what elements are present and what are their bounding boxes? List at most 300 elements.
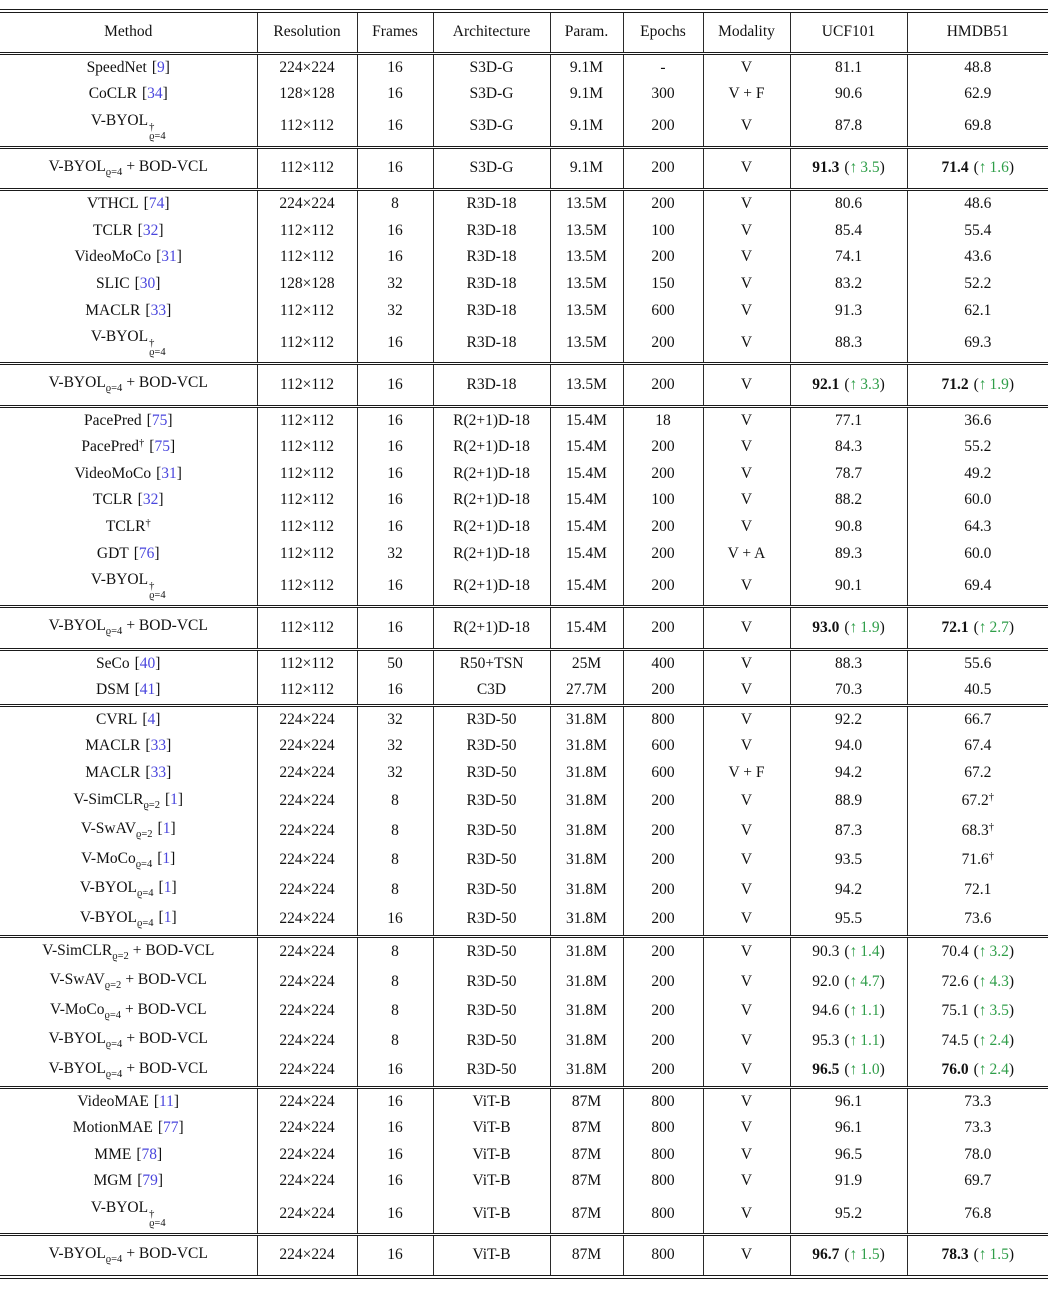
cell-hmdb51: 60.0 [907,541,1048,568]
bracket-close: ] [178,1119,184,1137]
paren-close: ) [1008,1246,1015,1264]
citation-number[interactable]: 34 [147,85,163,103]
cell-param: 31.8M [550,967,623,997]
bracket-close: ] [164,195,170,213]
citation-number[interactable]: 40 [139,654,156,672]
cell-epochs: 200 [623,108,703,147]
citation [156,248,182,265]
table-row [0,567,1048,606]
sup-sub-stack [149,121,166,142]
cell-param: 15.4M [550,567,623,606]
paren-open: ( [973,159,979,177]
cell-resolution: 112×112 [257,147,357,190]
paren-open: ( [844,1031,850,1049]
up-arrow-icon: ↑ [978,1061,987,1079]
cell-param: 15.4M [550,607,623,650]
up-arrow-icon: ↑ [978,943,987,961]
cell-param: 31.8M [550,846,623,876]
cell-hmdb51: 72.1 [907,875,1048,905]
cell-resolution: 112×112 [257,677,357,705]
cell-resolution: 224×224 [257,875,357,905]
bracket-open: [ [145,737,151,755]
citation [135,275,161,292]
bracket-open: [ [158,879,164,897]
cell-epochs: 200 [623,364,703,407]
cell-method [0,649,257,677]
paren-close: ) [879,618,885,636]
paren-open: ( [844,159,850,177]
citation [142,85,168,102]
bracket-open: [ [134,681,140,699]
column-header-epochs: Epochs [623,11,703,53]
cell-epochs: 800 [623,1195,703,1234]
dagger-mark: † [988,792,994,804]
cell-resolution: 112×112 [257,324,357,363]
gain [979,1061,1009,1078]
cell-modality: V [703,434,790,461]
table-row [0,846,1048,876]
bracket-close: ] [176,248,182,266]
citation [159,909,177,926]
citation-number[interactable]: 78 [141,1145,158,1163]
up-arrow-icon: ↑ [849,618,858,636]
gain [979,376,1009,393]
cell-method [0,406,257,434]
cell-param: 87M [550,1195,623,1234]
citation-number[interactable]: 30 [139,275,156,292]
cell-param: 31.8M [550,1056,623,1087]
cell-hmdb51 [907,967,1048,997]
cell-method [0,677,257,705]
cell-modality: V [703,607,790,650]
column-header-resolution: Resolution [257,11,357,53]
cell-ucf101: 87.8 [790,108,907,147]
bod-vcl-suffix: + BOD-VCL [126,374,208,392]
method-name: MACLR [85,301,141,319]
cell-modality: V [703,298,790,325]
cell-param: 31.8M [550,787,623,817]
cell-hmdb51: 48.8 [907,53,1048,81]
cell-hmdb51 [907,607,1048,650]
citation-number[interactable]: 1 [162,849,171,867]
cell-param: 13.5M [550,218,623,245]
table-row [0,936,1048,967]
cell-frames: 16 [357,1168,433,1195]
citation-number[interactable]: 33 [150,301,167,319]
cell-architecture: R3D-18 [433,218,550,245]
gain [850,1061,880,1078]
citation-number[interactable]: 74 [148,195,165,213]
cell-epochs: 800 [623,1142,703,1169]
cell-param: 15.4M [550,406,623,434]
cell-architecture: R3D-50 [433,997,550,1027]
cell-frames: 16 [357,108,433,147]
bracket-open: [ [151,58,157,76]
paren-close: ) [1008,159,1015,177]
cell-method [0,760,257,787]
method-name: TCLR [93,491,133,509]
up-arrow-icon: ↑ [978,375,987,393]
cell-modality: V [703,190,790,218]
cell-resolution: 224×224 [257,1195,357,1234]
citation-number[interactable]: 1 [162,820,171,838]
bod-vcl-highlight-section [0,1234,1048,1277]
cell-method [0,81,257,108]
citation-number[interactable]: 1 [163,908,172,926]
cell-modality: V [703,936,790,967]
cell-architecture: R3D-50 [433,816,550,846]
cell-architecture: ViT-B [433,1168,550,1195]
dagger-mark: † [149,1208,155,1220]
bracket-close: ] [155,710,161,728]
paren-close: ) [879,1002,885,1020]
cell-resolution: 112×112 [257,298,357,325]
citation-number[interactable]: 76 [138,544,155,562]
cell-method [0,364,257,407]
table-row [0,324,1048,363]
cell-frames: 50 [357,649,433,677]
table-row [0,244,1048,271]
cell-resolution: 224×224 [257,1234,357,1277]
table-row [0,271,1048,298]
cell-epochs: 200 [623,244,703,271]
bracket-open: [ [142,710,148,728]
rho-subscript: ϱ=2 [136,829,153,841]
citation-number[interactable]: 31 [161,248,177,266]
bracket-close: ] [166,301,172,319]
citation [142,711,160,728]
citation-number[interactable]: 33 [150,764,167,781]
cell-modality: V [703,218,790,245]
table-row [0,760,1048,787]
paren-close: ) [879,375,885,393]
table-row [0,541,1048,568]
cell-param: 87M [550,1087,623,1115]
citation-number[interactable]: 4 [147,710,156,728]
cell-hmdb51 [907,1056,1048,1087]
up-arrow-icon: ↑ [849,943,858,961]
cell-param: 27.7M [550,677,623,705]
paren-open: ( [973,1061,979,1079]
citation [145,764,171,781]
cell-architecture: R3D-50 [433,705,550,733]
citation-number[interactable]: 75 [151,411,168,429]
score-value: 72.1 [941,618,969,636]
cell-architecture: S3D-G [433,53,550,81]
cell-modality: V [703,997,790,1027]
citation [145,737,171,754]
cell-modality: V [703,53,790,81]
up-arrow-icon: ↑ [849,1031,858,1049]
bracket-open: [ [157,1119,164,1137]
method-name: PacePred [83,411,142,429]
cell-method [0,1087,257,1115]
cell-method [0,733,257,760]
cell-epochs: 200 [623,541,703,568]
cell-ucf101: 90.1 [790,567,907,606]
citation-number[interactable]: 9 [157,58,165,76]
cell-frames: 16 [357,514,433,541]
score-value: 71.2 [941,375,969,393]
cell-hmdb51 [907,846,1048,876]
cell-ucf101 [790,607,907,650]
cell-epochs: 100 [623,218,703,245]
cell-param: 15.4M [550,461,623,488]
cell-frames: 16 [357,677,433,705]
bod-vcl-suffix: + BOD-VCL [132,941,215,959]
method-name: VideoMoCo [74,248,152,266]
cell-method [0,324,257,363]
cell-ucf101: 96.5 [790,1142,907,1169]
cell-epochs: 800 [623,1087,703,1115]
method-name: V-BYOL [48,1030,106,1048]
cell-hmdb51 [907,1026,1048,1056]
table-row [0,967,1048,997]
cell-resolution: 224×224 [257,787,357,817]
cell-method [0,1056,257,1087]
cell-architecture: R3D-50 [433,733,550,760]
score-value: 74.5 [941,1031,969,1049]
paren-close: ) [1008,1061,1015,1079]
cell-epochs: 200 [623,461,703,488]
bracket-open: [ [134,275,140,292]
table-header [0,11,1048,53]
cell-param: 13.5M [550,271,623,298]
method-name: CVRL [96,710,138,728]
cell-ucf101: 95.2 [790,1195,907,1234]
cell-epochs: 200 [623,607,703,650]
table-row [0,733,1048,760]
cell-epochs: 800 [623,1234,703,1277]
gain [979,973,1009,990]
method-name: V-MoCo [81,849,136,867]
citation-number[interactable]: 1 [163,879,172,897]
method-name: V-SimCLR [73,790,144,808]
gain [979,1032,1009,1049]
gain [850,1002,880,1019]
cell-modality: V [703,846,790,876]
table-row [0,1234,1048,1277]
cell-ucf101: 84.3 [790,434,907,461]
citation-number[interactable]: 11 [158,1092,174,1110]
cell-ucf101: 90.6 [790,81,907,108]
method-name: VideoMAE [77,1092,149,1110]
cell-param: 9.1M [550,53,623,81]
citation-number[interactable]: 77 [163,1119,179,1137]
cell-modality: V [703,905,790,936]
citation [147,412,173,429]
citation [135,681,161,698]
cell-architecture: S3D-G [433,108,550,147]
table-row [0,1115,1048,1142]
cell-param: 87M [550,1142,623,1169]
cell-param: 31.8M [550,760,623,787]
up-arrow-icon: ↑ [849,159,858,177]
cell-method [0,244,257,271]
bracket-open: [ [156,464,162,482]
cell-ucf101: 88.2 [790,487,907,514]
bracket-close: ] [158,221,164,239]
cell-ucf101 [790,1234,907,1277]
gain [850,943,880,960]
cell-modality: V [703,1234,790,1277]
citation [156,465,182,482]
bod-vcl-suffix: + BOD-VCL [126,1059,208,1077]
table-row [0,434,1048,461]
paren-open: ( [844,375,850,393]
gain-value: 3.3 [860,375,880,393]
cell-frames: 16 [357,1142,433,1169]
cell-frames: 16 [357,607,433,650]
cell-method [0,816,257,846]
cell-modality: V [703,649,790,677]
method-name: VideoMoCo [74,464,152,482]
citation-number[interactable]: 31 [161,464,177,482]
cell-frames: 32 [357,760,433,787]
cell-ucf101: 74.1 [790,244,907,271]
table-row [0,81,1048,108]
gain [979,943,1009,960]
cell-frames: 16 [357,218,433,245]
cell-frames: 16 [357,487,433,514]
table-row [0,787,1048,817]
citation-number[interactable]: 41 [139,681,156,699]
cell-hmdb51: 69.4 [907,567,1048,606]
cell-ucf101 [790,997,907,1027]
cell-hmdb51: 67.2 [907,760,1048,787]
table-row [0,461,1048,488]
bod-vcl-highlight-section [0,607,1048,650]
cell-resolution: 224×224 [257,936,357,967]
cell-architecture: R3D-18 [433,298,550,325]
cell-hmdb51: 69.7 [907,1168,1048,1195]
cell-param: 31.8M [550,1026,623,1056]
bracket-close: ] [155,654,161,672]
up-arrow-icon: ↑ [978,159,987,177]
cell-hmdb51: 73.3 [907,1115,1048,1142]
paren-close: ) [879,1246,885,1264]
cell-architecture: R(2+1)D-18 [433,406,550,434]
score-value: 91.3 [812,159,840,177]
cell-architecture: R3D-50 [433,875,550,905]
cell-ucf101: 94.2 [790,875,907,905]
score-value: 67.2 [961,792,989,810]
citation [154,1093,179,1110]
bracket-close: ] [154,544,160,562]
cell-resolution: 112×112 [257,364,357,407]
table-row [0,1087,1048,1115]
score-value: 68.3 [961,821,989,839]
gain-value: 1.9 [860,618,880,636]
cell-method [0,705,257,733]
cell-method [0,147,257,190]
cell-resolution: 112×112 [257,434,357,461]
citation-number[interactable]: 33 [150,737,167,755]
cell-ucf101: 93.5 [790,846,907,876]
score-value: 96.7 [812,1246,840,1264]
table-row [0,1195,1048,1234]
cell-modality: V + F [703,81,790,108]
citation-number[interactable]: 79 [142,1172,158,1190]
cell-param: 31.8M [550,997,623,1027]
cell-modality: V [703,677,790,705]
cell-resolution: 224×224 [257,967,357,997]
score-value: 95.3 [812,1031,840,1049]
cell-modality: V [703,1026,790,1056]
cell-epochs: 200 [623,875,703,905]
bracket-open: [ [145,301,151,319]
cell-ucf101 [790,364,907,407]
cell-resolution: 224×224 [257,905,357,936]
cell-modality: V [703,1195,790,1234]
bracket-close: ] [166,737,172,755]
citation-number[interactable]: 32 [142,491,159,509]
table-row [0,997,1048,1027]
bod-vcl-suffix: + BOD-VCL [125,971,207,989]
cell-frames: 16 [357,567,433,606]
cell-modality: V [703,406,790,434]
paren-close: ) [879,1061,885,1079]
cell-param: 9.1M [550,147,623,190]
cell-architecture: ViT-B [433,1234,550,1277]
cell-architecture: R3D-18 [433,324,550,363]
cell-frames: 32 [357,541,433,568]
cell-epochs: 200 [623,816,703,846]
cell-architecture: C3D [433,677,550,705]
cell-architecture: R3D-18 [433,364,550,407]
cell-architecture: R3D-50 [433,787,550,817]
cell-epochs: 400 [623,649,703,677]
cell-modality: V + F [703,760,790,787]
citation [145,302,171,319]
bod-vcl-suffix: + BOD-VCL [126,157,208,175]
cell-hmdb51: 76.8 [907,1195,1048,1234]
column-header-method: Method [0,11,257,53]
bracket-open: [ [164,790,171,808]
citation-number[interactable]: 75 [154,438,170,456]
cell-hmdb51 [907,816,1048,846]
paren-close: ) [1008,1002,1015,1020]
up-arrow-icon: ↑ [978,1031,987,1049]
method-name: V-BYOL [79,879,138,897]
paren-open: ( [973,1002,979,1020]
citation [135,655,161,672]
cell-modality: V [703,271,790,298]
citation [159,879,177,896]
method-name: V-BYOL [48,374,106,392]
rho-subscript: ϱ=4 [105,166,123,178]
method-name: V-BYOL [90,571,149,589]
bracket-open: [ [137,221,143,239]
citation [137,1172,163,1189]
cell-param: 87M [550,1115,623,1142]
cell-hmdb51: 78.0 [907,1142,1048,1169]
cell-frames: 16 [357,364,433,407]
cell-epochs: 800 [623,1168,703,1195]
method-name: V-SwAV [80,820,137,838]
citation-number[interactable]: 1 [170,790,178,808]
cell-epochs: - [623,53,703,81]
cell-method [0,567,257,606]
up-arrow-icon: ↑ [849,1002,858,1020]
citation-number[interactable]: 32 [142,221,159,239]
bracket-open: [ [149,438,155,456]
cell-param: 87M [550,1234,623,1277]
citation [158,1119,184,1136]
cell-ucf101: 88.9 [790,787,907,817]
gain-value: 2.4 [989,1061,1009,1079]
cell-hmdb51 [907,147,1048,190]
